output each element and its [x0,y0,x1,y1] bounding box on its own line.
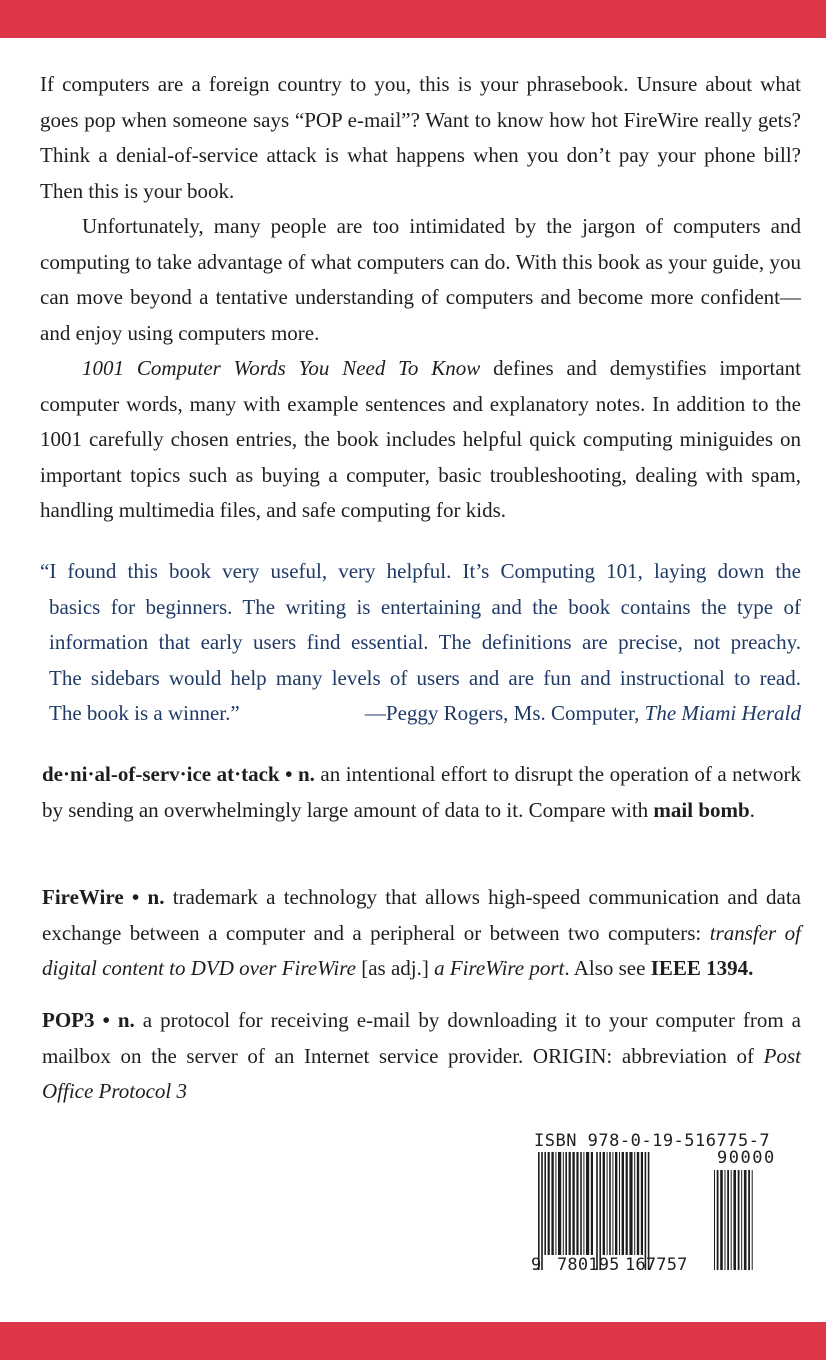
definition: trademark a technology that allows high-speed communication and data exchange between a computer and a peripheral or between two computers: [42,885,801,945]
barcode-bar [572,1152,574,1255]
barcode-bar [555,1152,556,1255]
barcode-bar [591,1152,593,1255]
bottom-red-band [0,1322,826,1360]
barcode-bar [619,1152,620,1255]
barcode-bar [748,1170,750,1270]
book-title: 1001 Computer Words You Need To Know [82,356,481,380]
barcode-bar [714,1170,715,1270]
barcode-bar [727,1170,729,1270]
barcode-bar [637,1152,639,1255]
example-sentence: transfer of digital content to DVD over FireWire [42,920,801,981]
barcode-bar [641,1152,643,1255]
dictionary-entry-dos: de·ni·al-of-serv·ice at·tack • n. an intentional effort to disrupt the operation of a network by sending an overwhelmingly large amount of data to it. Compare with mail bomb. [42,762,801,822]
blurb-paragraph-3 [40,351,801,529]
barcode-bar [544,1152,546,1255]
review-line: “I found this book very useful, very helpful. It’s Computing 101, laying down the [40,559,801,583]
dictionary-entry-firewire: FireWire • n. trademark a technology that allows high-speed communication and data exchange between a computer and a peripheral or between two computers: transfer of digital content to DVD over FireWire [as adj.] a FireWire port. Also see IEEE 1394. [42,885,801,981]
barcode-bar [725,1170,726,1270]
barcode-bar [622,1152,624,1255]
barcode-bar [752,1170,753,1270]
barcode-bar [741,1170,742,1270]
barcode-bar [586,1152,589,1255]
review-attribution: —Peggy Rogers, Ms. Computer, The Miami Herald [364,701,801,726]
barcode-bar [720,1170,723,1270]
review-last-line [40,696,801,732]
barcode-bar [609,1152,611,1255]
barcode-bar [569,1152,571,1255]
barcode-bar [565,1152,567,1255]
ean-left-digits: 780195 [557,1255,620,1275]
barcode-bar [733,1170,736,1270]
definition: an intentional effort to disrupt the operation of a network by sending an overwhelmingly large amount of data to it. Compare with [42,762,801,822]
cross-reference: mail bomb [653,797,750,822]
barcode-bar [580,1152,582,1255]
review-line: The sidebars would help many levels of users and are fun and instructional to read. [49,665,801,690]
ean-right-digits: 167757 [625,1255,688,1275]
barcode-bar [629,1152,632,1255]
barcode-bar [558,1152,561,1255]
barcode-bar [717,1170,719,1270]
barcode-bar [599,1152,601,1270]
review-line: information that early users find essential. The definitions are precise, not preachy. [49,630,801,655]
barcode-bar [551,1152,553,1255]
blurb-paragraph-2: Unfortunately, many people are too intimidated by the jargon of computers and computing to take advantage of what computers can do. With this book as your guide, you can move beyond a tentative understanding of computers and become more confident—and enjoy using computers more. [40,214,801,345]
headword: FireWire • n. [42,885,165,909]
headword: de·ni·al-of-serv·ice at·tack • n. [42,762,315,786]
origin-text: Post Office Protocol 3 [42,1043,801,1104]
barcode-bar [634,1152,635,1255]
definition: a protocol for receiving e-mail by downloading it to your computer from a mailbox on the server of an Internet service provider. ORIGIN: abbreviation of [42,1008,801,1068]
isbn-label: ISBN 978-0-19-516775-7 [534,1131,771,1151]
review-line: basics for beginners. The writing is entertaining and the book contains the type of [49,594,801,619]
blurb-paragraph-1: If computers are a foreign country to you, this is your phrasebook. Unsure about what goes pop when someone says “POP e-mail”? Want to know how hot FireWire really gets? Think a denial-of-service attack is what happens when you don’t pay your phone bill? Then this is your book. [40,72,801,203]
cross-reference: IEEE 1394. [650,956,754,981]
price-addon-digits: 90000 [717,1148,776,1168]
barcode-bar [615,1152,617,1255]
barcode-bar [645,1152,647,1270]
dictionary-entry-pop3 [42,1003,801,1110]
barcode-bar [607,1152,608,1255]
grammar-label: [as adj.] [355,956,435,981]
headword: POP3 • n. [42,1008,135,1032]
review-closing: The book is a winner.” [49,701,240,726]
barcode-bar [596,1152,598,1270]
barcode-bar [538,1152,540,1270]
barcode-bar [563,1152,564,1255]
review-quote [40,554,801,732]
barcode-bar [744,1170,747,1270]
barcode-bar [583,1152,584,1255]
barcode-bar [548,1152,550,1255]
barcode-bar [738,1170,740,1270]
barcode-bar [648,1152,650,1270]
top-red-band [0,0,826,38]
barcode-bar [626,1152,628,1255]
blurb-paragraph-3-text: defines and demystifies important computer words, many with example sentences and explanatory notes. In addition to the 1001 carefully chosen entries, the book includes helpful quick computing miniguides on important topics such as buying a computer, basic troubleshooting, dealing with spam, handling multimedia files, and safe computing for kids. [40,356,802,523]
barcode-bar [603,1152,605,1255]
barcode-bar [576,1152,578,1255]
ean-first-digit: 9 [531,1255,542,1275]
example-phrase: a FireWire port [434,956,565,981]
review-source: The Miami Herald [644,701,801,726]
barcode-bar [612,1152,613,1255]
barcode-bar [731,1170,732,1270]
barcode-bar [541,1152,543,1270]
